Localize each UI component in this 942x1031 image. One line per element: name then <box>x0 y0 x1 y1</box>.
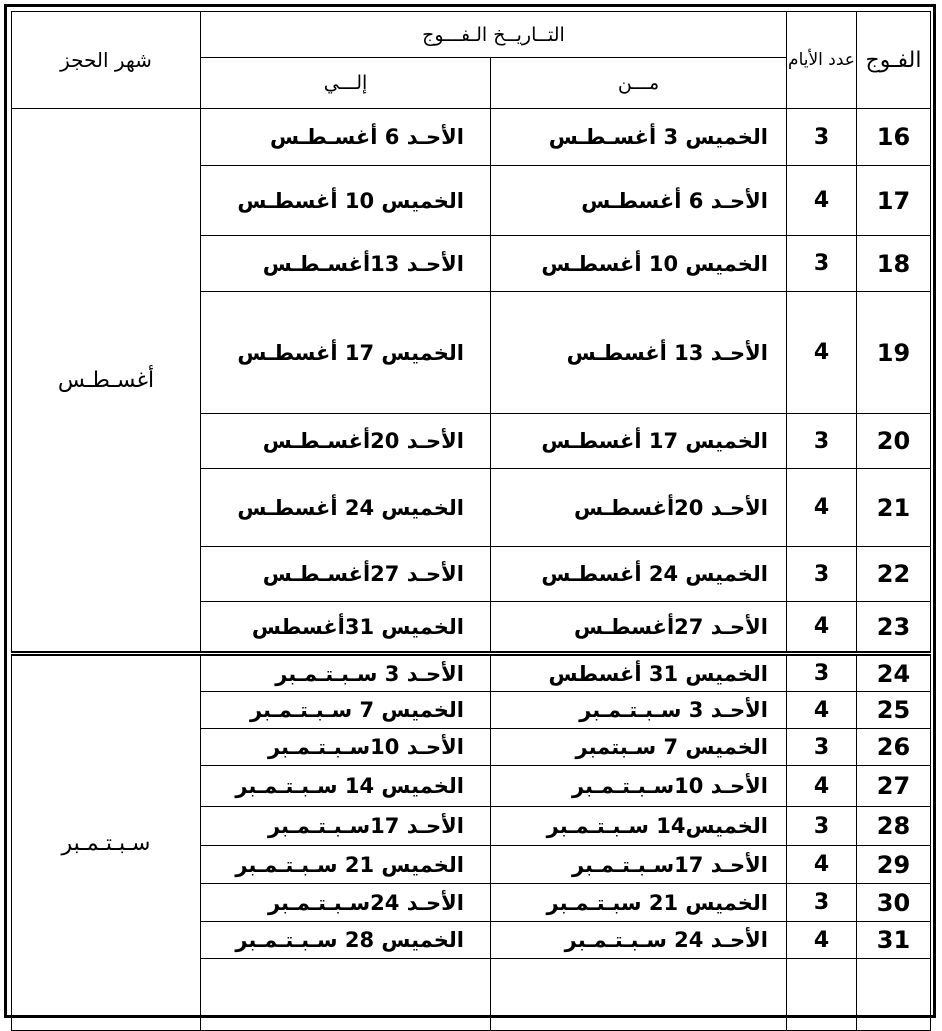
header-to: إلـــي <box>201 58 491 109</box>
from-cell: الخميس 10 أغسطـس <box>491 236 787 292</box>
from-cell: الأحـد 17سـبـتـمـبر <box>491 846 787 884</box>
to-cell: الخميس 14 سـبـتـمـبر <box>201 766 491 807</box>
to-cell: الخميس 31أغسطس <box>201 602 491 654</box>
from-cell: الخميس 17 أغسطـس <box>491 414 787 469</box>
days-cell: 3 <box>787 547 857 602</box>
header-month: شهر الحجز <box>12 12 201 109</box>
days-cell: 3 <box>787 236 857 292</box>
header-from: مـــن <box>491 58 787 109</box>
from-cell: الخميس14 سـبـتـمـبر <box>491 807 787 846</box>
days-cell: 4 <box>787 602 857 654</box>
trips-schedule-table <box>11 11 931 1031</box>
to-cell: الخميس 21 سـبـتـمـبر <box>201 846 491 884</box>
days-cell: 3 <box>787 654 857 692</box>
from-cell: الأحـد 20أغسطـس <box>491 469 787 547</box>
table-row <box>12 109 931 166</box>
days-cell: 3 <box>787 884 857 922</box>
days-cell: 4 <box>787 292 857 414</box>
group-cell: 27 <box>857 766 931 807</box>
from-cell: الخميس 21 سبـتـمـبر <box>491 884 787 922</box>
from-cell: الخميس 7 سـبتمبر <box>491 729 787 766</box>
table-row <box>12 654 931 692</box>
header-group: الفـوج <box>857 12 931 109</box>
group-cell: 21 <box>857 469 931 547</box>
group-cell: 31 <box>857 922 931 959</box>
to-cell: الأحـد 24سـبـتـمـبر <box>201 884 491 922</box>
group-cell: 19 <box>857 292 931 414</box>
group-cell: 28 <box>857 807 931 846</box>
days-cell: 4 <box>787 692 857 729</box>
from-cell: الخميس 24 أغسطـس <box>491 547 787 602</box>
to-cell: الأحـد 6 أغسـطـس <box>201 109 491 166</box>
group-cell: 30 <box>857 884 931 922</box>
to-cell: الخميس 10 أغسطـس <box>201 166 491 236</box>
to-cell: الخميس 7 سـبـتـمـبر <box>201 692 491 729</box>
group-cell: 26 <box>857 729 931 766</box>
from-cell: الأحـد 24 سـبـتـمـبر <box>491 922 787 959</box>
to-cell: الخميس 17 أغسطـس <box>201 292 491 414</box>
group-cell: 25 <box>857 692 931 729</box>
days-cell: 4 <box>787 166 857 236</box>
to-cell: الأحـد 20أغسـطـس <box>201 414 491 469</box>
group-cell: 16 <box>857 109 931 166</box>
to-cell: الخميس 28 سـبـتـمـبر <box>201 922 491 959</box>
days-cell: 3 <box>787 414 857 469</box>
from-cell: الخميس 3 أغسـطـس <box>491 109 787 166</box>
from-cell-empty <box>491 959 787 1031</box>
group-cell: 18 <box>857 236 931 292</box>
group-cell: 20 <box>857 414 931 469</box>
from-cell: الأحـد 10سـبـتـمـبر <box>491 766 787 807</box>
group-cell: 29 <box>857 846 931 884</box>
days-cell: 4 <box>787 766 857 807</box>
from-cell: الأحـد 27أغسطـس <box>491 602 787 654</box>
month-august: أغسـطـس <box>12 109 201 654</box>
days-cell: 4 <box>787 922 857 959</box>
header-date: التــاريــخ الـفـــوج <box>201 12 787 58</box>
from-cell: الأحـد 3 سـبـتـمـبر <box>491 692 787 729</box>
group-cell-empty <box>857 959 931 1031</box>
group-cell: 22 <box>857 547 931 602</box>
group-cell: 24 <box>857 654 931 692</box>
month-september: سـبـتـمـبر <box>12 654 201 1031</box>
to-cell: الأحـد 3 سـبـتـمـبر <box>201 654 491 692</box>
header-days: عدد الأيام <box>787 12 857 109</box>
days-cell-empty <box>787 959 857 1031</box>
to-cell: الأحـد 27أغسـطـس <box>201 547 491 602</box>
days-cell: 3 <box>787 807 857 846</box>
days-cell: 3 <box>787 109 857 166</box>
to-cell: الخميس 24 أغسطـس <box>201 469 491 547</box>
from-cell: الخميس 31 أغسطس <box>491 654 787 692</box>
to-cell: الأحـد 10سـبـتـمـبر <box>201 729 491 766</box>
group-cell: 17 <box>857 166 931 236</box>
days-cell: 3 <box>787 729 857 766</box>
to-cell: الأحـد 13أغسـطـس <box>201 236 491 292</box>
from-cell: الأحـد 13 أغسطـس <box>491 292 787 414</box>
days-cell: 4 <box>787 846 857 884</box>
group-cell: 23 <box>857 602 931 654</box>
days-cell: 4 <box>787 469 857 547</box>
to-cell-empty <box>201 959 491 1031</box>
from-cell: الأحـد 6 أغسطـس <box>491 166 787 236</box>
to-cell: الأحـد 17سـبـتـمـبر <box>201 807 491 846</box>
